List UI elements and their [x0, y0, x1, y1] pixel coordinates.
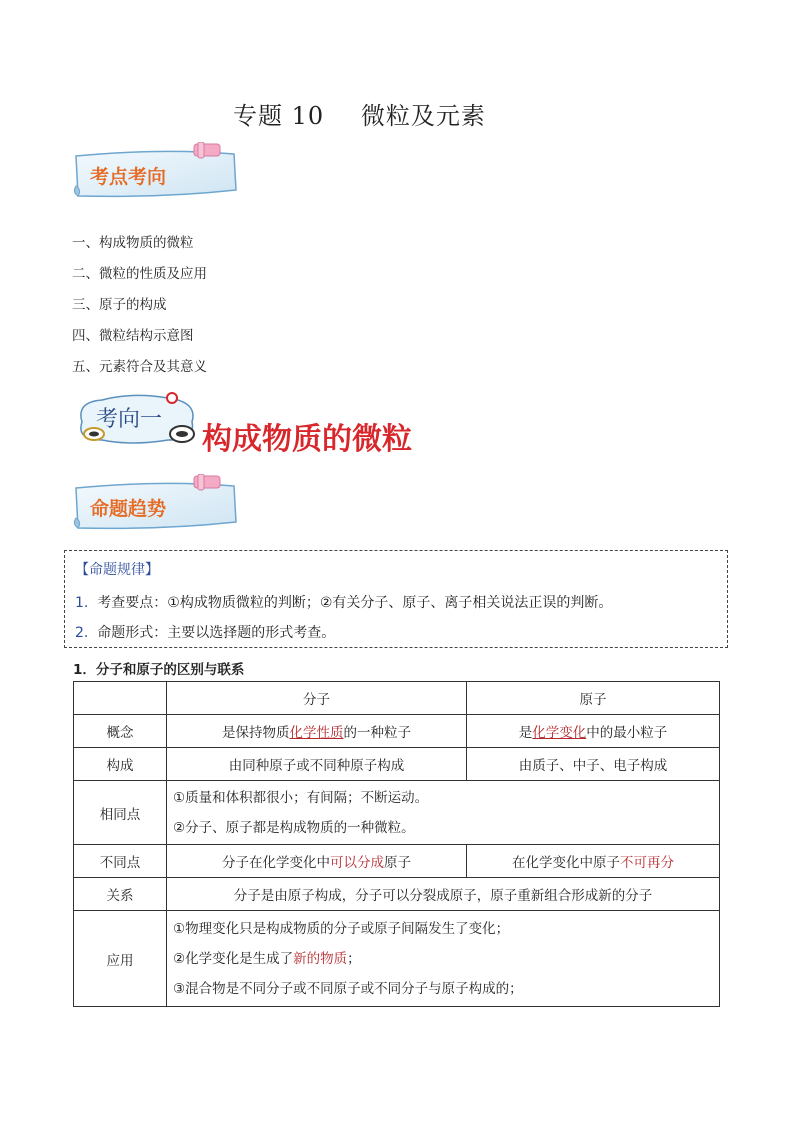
mingti-banner — [70, 474, 242, 538]
toc-item: 三、原子的构成 — [72, 297, 167, 313]
cell-text: 分子在化学变化中 — [222, 855, 330, 871]
scroll-banner-icon — [70, 142, 242, 206]
table-cell — [467, 845, 720, 878]
row-label: 不同点 — [74, 845, 167, 878]
table-row — [74, 878, 720, 911]
toc-item: 二、微粒的性质及应用 — [72, 266, 207, 282]
table-row — [74, 781, 720, 845]
cell-text: 的一种粒子 — [343, 725, 411, 741]
title-number: 10 — [291, 102, 325, 130]
table-row — [74, 845, 720, 878]
cell-line: ①物理变化只是构成物质的分子或原子间隔发生了变化； — [173, 920, 510, 937]
toc-item: 一、构成物质的微粒 — [72, 235, 194, 251]
title-prefix: 专题 — [233, 102, 283, 130]
table-row — [74, 911, 720, 1007]
highlight-text: 化学变化 — [532, 725, 587, 741]
title-name: 微粒及元素 — [360, 102, 486, 130]
mingti-banner-text: 命题趋势 — [90, 498, 167, 520]
table-cell — [467, 715, 720, 748]
row-label: 应用 — [74, 911, 167, 1007]
row-label: 构成 — [74, 748, 167, 781]
table-row — [74, 715, 720, 748]
table-cell — [167, 715, 467, 748]
table-cell — [74, 682, 167, 715]
section-heading: 构成物质的微粒 — [202, 422, 412, 457]
rules-item-num: 1. — [75, 595, 89, 611]
rules-heading: 【命题规律】 — [75, 562, 159, 578]
rules-item-text: 命题形式：主要以选择题的形式考查。 — [97, 625, 336, 641]
table-row — [74, 748, 720, 781]
cell-line: ①质量和体积都很小；有间隔；不断运动。 — [173, 789, 429, 806]
toc-item: 五、元素符合及其意义 — [72, 359, 207, 375]
cell-text: 是保持物质 — [222, 725, 290, 741]
rules-box — [64, 550, 728, 648]
cell-text: 是 — [518, 725, 533, 741]
kaoxiang-badge — [72, 390, 200, 452]
toc-list — [72, 228, 207, 383]
cell-text: 中的最小粒子 — [586, 725, 668, 741]
badge-text: 考向一 — [96, 407, 163, 432]
toc-item: 四、微粒结构示意图 — [72, 328, 194, 344]
cell-line — [173, 944, 719, 974]
table-cell — [167, 781, 720, 845]
header-atom: 原子 — [467, 682, 720, 715]
table-cell — [167, 911, 720, 1007]
table-row — [74, 682, 720, 715]
table-cell — [167, 845, 467, 878]
cell-text: ②化学变化是生成了 — [173, 950, 294, 967]
highlight-text: 不可再分 — [620, 855, 674, 871]
cell-text: 原子 — [384, 855, 411, 871]
row-label: 关系 — [74, 878, 167, 911]
page-title — [0, 96, 794, 131]
header-molecule: 分子 — [167, 682, 467, 715]
table-cell: 由同种原子或不同种原子构成 — [167, 748, 467, 781]
cell-text: ； — [347, 950, 361, 967]
sub-heading: 1．分子和原子的区别与联系 — [73, 662, 245, 678]
table-cell: 分子是由原子构成，分子可以分裂成原子，原子重新组合形成新的分子 — [167, 878, 720, 911]
rules-item — [75, 592, 612, 612]
row-label: 相同点 — [74, 781, 167, 845]
cell-text: 在化学变化中原子 — [512, 855, 620, 871]
kaodian-banner — [70, 142, 242, 206]
cell-line: ③混合物是不同分子或不同原子或不同分子与原子构成的； — [173, 980, 523, 997]
cell-line: ②分子、原子都是构成物质的一种微粒。 — [173, 819, 415, 836]
rules-item — [75, 622, 335, 642]
row-label: 概念 — [74, 715, 167, 748]
table-cell: 由质子、中子、电子构成 — [467, 748, 720, 781]
highlight-text: 可以分成 — [330, 855, 384, 871]
highlight-text: 新的物质 — [293, 950, 348, 967]
comparison-table — [73, 681, 720, 1007]
scroll-banner-icon — [70, 474, 242, 538]
badge-cloud-icon — [72, 390, 200, 452]
highlight-text: 化学性质 — [289, 725, 344, 741]
rules-item-num: 2. — [75, 625, 89, 641]
kaodian-banner-text: 考点考向 — [90, 166, 167, 188]
rules-item-text: 考查要点：①构成物质微粒的判断；②有关分子、原子、离子相关说法正误的判断。 — [97, 595, 613, 611]
